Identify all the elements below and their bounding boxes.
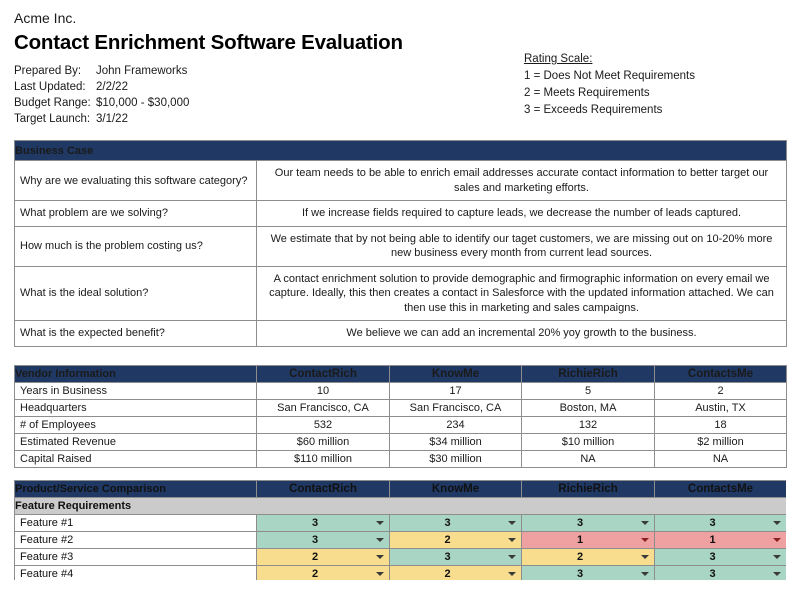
company-name: Acme Inc.: [14, 10, 77, 26]
rating-scale: [524, 51, 695, 119]
table-row: [15, 416, 787, 433]
table-row: [15, 266, 787, 321]
vendor-cell[interactable]: 234: [390, 416, 522, 433]
product-comparison-header-row: [15, 480, 787, 497]
vendor-cell[interactable]: Boston, MA: [522, 399, 655, 416]
score-value: 1: [709, 533, 716, 546]
table-row: [15, 321, 787, 347]
rating-scale-item-3: 3 = Exceeds Requirements: [524, 104, 663, 116]
vendor-column-header-4: ContactsMe: [655, 365, 787, 382]
score-value: 3: [576, 516, 584, 529]
vendor-cell[interactable]: 17: [390, 382, 522, 399]
vendor-cell[interactable]: $110 million: [257, 450, 390, 467]
metadata-value: 3/1/22: [96, 113, 128, 125]
business-case-question: Why are we evaluating this software category?: [15, 161, 257, 201]
table-row: [15, 514, 787, 531]
vendor-row-label: Estimated Revenue: [15, 433, 257, 450]
chevron-down-icon[interactable]: [508, 538, 516, 542]
feature-row-label: Feature #4: [15, 565, 257, 580]
chevron-down-icon[interactable]: [773, 538, 781, 542]
score-cell[interactable]: [522, 514, 655, 531]
vendor-cell[interactable]: Austin, TX: [655, 399, 787, 416]
vendor-cell[interactable]: 532: [257, 416, 390, 433]
table-row: [15, 548, 787, 565]
score-value: 2: [311, 550, 319, 563]
score-cell[interactable]: [522, 531, 655, 548]
chevron-down-icon[interactable]: [641, 521, 649, 525]
metadata-value: John Frameworks: [96, 65, 188, 77]
vendor-column-header-1: ContactRich: [257, 365, 390, 382]
score-cell[interactable]: [257, 514, 390, 531]
table-row: [15, 201, 787, 227]
feature-row-label: Feature #1: [15, 514, 257, 531]
score-cell[interactable]: [257, 531, 390, 548]
vendor-cell[interactable]: 2: [655, 382, 787, 399]
vendor-information-heading: Vendor Information: [15, 365, 257, 382]
business-case-question: What problem are we solving?: [15, 201, 257, 227]
score-cell[interactable]: [390, 514, 522, 531]
score-cell[interactable]: [257, 548, 390, 565]
business-case-answer[interactable]: Our team needs to be able to enrich email addresses accurate contact information to better target our sales and marketing efforts.: [257, 161, 787, 201]
metadata-label: Prepared By:: [14, 65, 82, 77]
chevron-down-icon[interactable]: [376, 572, 384, 576]
business-case-answer[interactable]: A contact enrichment solution to provide demographic and firmographic information on every email we capture. Ideally, this then creates a contact in Salesforce with the updated information attached. We can then use this in marketing and sales campaigns.: [257, 266, 787, 321]
product-comparison-table: [14, 480, 786, 580]
vendor-cell[interactable]: 18: [655, 416, 787, 433]
score-cell[interactable]: [257, 565, 390, 580]
score-cell[interactable]: [390, 565, 522, 580]
table-row: [15, 450, 787, 467]
score-value: 2: [444, 567, 451, 580]
chevron-down-icon[interactable]: [508, 555, 516, 559]
business-case-answer[interactable]: We believe we can add an incremental 20% yoy growth to the business.: [257, 321, 787, 347]
business-case-question: What is the ideal solution?: [15, 266, 257, 321]
chevron-down-icon[interactable]: [508, 572, 516, 576]
score-cell[interactable]: [655, 514, 787, 531]
table-row: [15, 433, 787, 450]
vendor-cell[interactable]: 5: [522, 382, 655, 399]
table-row: [15, 399, 787, 416]
score-value: 3: [311, 516, 319, 529]
chevron-down-icon[interactable]: [641, 538, 649, 542]
vendor-cell[interactable]: $2 million: [655, 433, 787, 450]
table-row: [15, 382, 787, 399]
business-case-answer[interactable]: If we increase fields required to capture leads, we decrease the number of leads captured.: [257, 201, 787, 227]
vendor-column-header-2: KnowMe: [390, 365, 522, 382]
score-value: 3: [709, 516, 716, 529]
business-case-question: What is the expected benefit?: [15, 321, 257, 347]
comparison-column-header-4: ContactsMe: [655, 480, 787, 497]
chevron-down-icon[interactable]: [508, 521, 516, 525]
score-value: 3: [444, 550, 451, 563]
vendor-cell[interactable]: $10 million: [522, 433, 655, 450]
page-title: Contact Enrichment Software Evaluation: [14, 31, 403, 54]
metadata-value: $10,000 - $30,000: [96, 97, 190, 109]
comparison-column-header-2: KnowMe: [390, 480, 522, 497]
score-cell[interactable]: [522, 548, 655, 565]
business-case-question: How much is the problem costing us?: [15, 226, 257, 266]
document-header: [14, 0, 786, 140]
feature-row-label: Feature #2: [15, 531, 257, 548]
vendor-cell[interactable]: NA: [655, 450, 787, 467]
business-case-table: [14, 140, 787, 347]
metadata-label: Last Updated:: [14, 81, 86, 93]
vendor-row-label: Capital Raised: [15, 450, 257, 467]
score-value: 3: [709, 550, 716, 563]
vendor-column-header-3: RichieRich: [522, 365, 655, 382]
business-case-header-row: [15, 141, 787, 161]
chevron-down-icon[interactable]: [641, 572, 649, 576]
score-value: 3: [709, 567, 716, 580]
product-comparison-heading: Product/Service Comparison: [15, 480, 257, 497]
score-value: 2: [311, 567, 319, 580]
table-row: [15, 226, 787, 266]
metadata-label: Budget Range:: [14, 97, 91, 109]
comparison-column-header-3: RichieRich: [522, 480, 655, 497]
score-cell[interactable]: [522, 565, 655, 580]
vendor-cell[interactable]: San Francisco, CA: [257, 399, 390, 416]
chevron-down-icon[interactable]: [376, 521, 384, 525]
score-cell[interactable]: [655, 531, 787, 548]
vendor-cell[interactable]: $34 million: [390, 433, 522, 450]
vendor-cell[interactable]: 10: [257, 382, 390, 399]
vendor-cell[interactable]: 132: [522, 416, 655, 433]
score-cell[interactable]: [390, 548, 522, 565]
product-comparison-viewport: [14, 480, 786, 580]
section-spacer: [14, 347, 786, 365]
comparison-column-header-1: ContactRich: [257, 480, 390, 497]
score-value: 2: [576, 550, 584, 563]
score-value: 1: [576, 533, 584, 546]
feature-row-label: Feature #3: [15, 548, 257, 565]
chevron-down-icon[interactable]: [376, 538, 384, 542]
score-value: 3: [444, 516, 451, 529]
table-row: [15, 161, 787, 201]
score-cell[interactable]: [655, 565, 787, 580]
vendor-cell[interactable]: $60 million: [257, 433, 390, 450]
table-row: [15, 531, 787, 548]
rating-scale-item-2: 2 = Meets Requirements: [524, 87, 650, 99]
feature-requirements-label: Feature Requirements: [15, 497, 787, 514]
vendor-information-table: [14, 365, 787, 468]
vendor-cell[interactable]: $30 million: [390, 450, 522, 467]
metadata-label: Target Launch:: [14, 113, 91, 125]
vendor-information-header-row: [15, 365, 787, 382]
business-case-answer[interactable]: We estimate that by not being able to identify our taget customers, we are missing out on 10-20% more new business every month from current lead sources.: [257, 226, 787, 266]
chevron-down-icon[interactable]: [773, 555, 781, 559]
chevron-down-icon[interactable]: [641, 555, 649, 559]
vendor-row-label: # of Employees: [15, 416, 257, 433]
table-row: [15, 565, 787, 580]
rating-scale-item-1: 1 = Does Not Meet Requirements: [524, 70, 695, 82]
feature-requirements-subheader-row: [15, 497, 787, 514]
score-cell[interactable]: [655, 548, 787, 565]
metadata-value: 2/2/22: [96, 81, 128, 93]
business-case-heading: Business Case: [15, 141, 787, 161]
score-cell[interactable]: [390, 531, 522, 548]
vendor-row-label: Years in Business: [15, 382, 257, 399]
section-spacer: [14, 468, 786, 480]
score-value: 3: [311, 533, 319, 546]
vendor-row-label: Headquarters: [15, 399, 257, 416]
score-value: 2: [444, 533, 451, 546]
rating-scale-title: Rating Scale:: [524, 53, 593, 65]
vendor-cell[interactable]: NA: [522, 450, 655, 467]
chevron-down-icon[interactable]: [773, 521, 781, 525]
score-value: 3: [576, 567, 584, 580]
vendor-cell[interactable]: San Francisco, CA: [390, 399, 522, 416]
chevron-down-icon[interactable]: [376, 555, 384, 559]
chevron-down-icon[interactable]: [773, 572, 781, 576]
